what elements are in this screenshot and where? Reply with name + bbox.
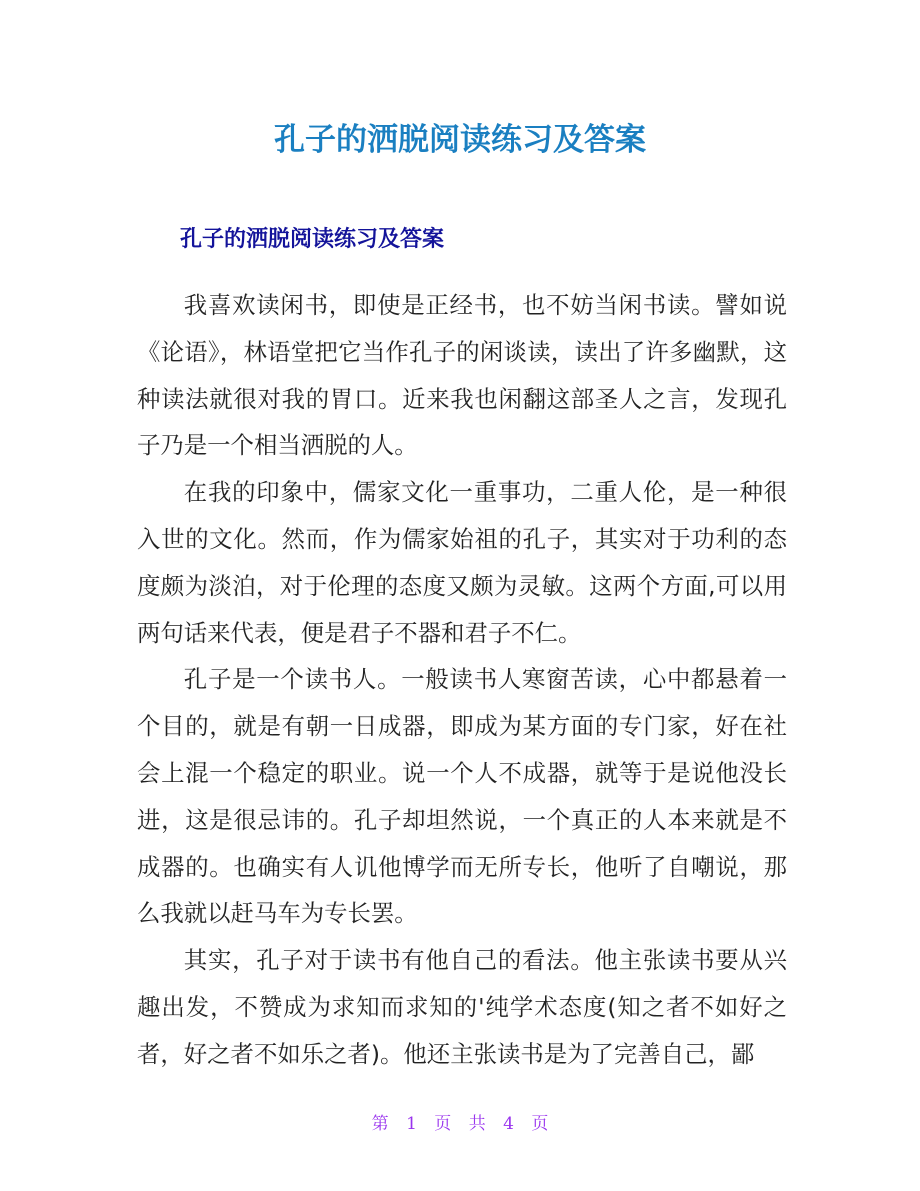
document-title: 孔子的洒脱阅读练习及答案 [274,122,646,158]
paragraph: 其实，孔子对于读书有他自己的看法。他主张读书要从兴趣出发，不赞成为求知而求知的'纯学术态度(知之者不如好之者，好之者不如乐之者)。他还主张读书是为了完善自己，鄙 [137,946,787,1068]
document-body [137,282,787,1078]
paragraph: 孔子是一个读书人。一般读书人寒窗苦读，心中都悬着一个目的，就是有朝一日成器，即成为某方面的专门家，好在社会上混一个稳定的职业。说一个人不成器，就等于是说他没长进，这是很忌讳的。孔子却坦然说，一个真正的人本来就是不成器的。也确实有人讥他博学而无所专长，他听了自嘲说，那么我就以赶马车为专长罢。 [137,665,787,928]
footer-page-label: 页 [434,1114,452,1134]
document-subtitle: 孔子的洒脱阅读练习及答案 [180,227,445,252]
page-footer [0,1110,920,1138]
footer-total-pages: 4 [503,1114,514,1134]
paragraph: 我喜欢读闲书，即使是正经书，也不妨当闲书读。譬如说《论语》，林语堂把它当作孔子的闲谈读，读出了许多幽默，这种读法就很对我的胃口。近来我也闲翻这部圣人之言，发现孔子乃是一个相当洒脱的人。 [137,291,787,460]
footer-total-label: 共 [468,1114,486,1134]
footer-current-page: 1 [406,1114,417,1134]
paragraph: 在我的印象中，儒家文化一重事功，二重人伦，是一种很入世的文化。然而，作为儒家始祖的孔子，其实对于功利的态度颇为淡泊，对于伦理的态度又颇为灵敏。这两个方面,可以用两句话来代表，便是君子不器和君子不仁。 [137,478,787,647]
footer-page-suffix: 页 [531,1114,549,1134]
footer-page-prefix: 第 [371,1114,389,1134]
